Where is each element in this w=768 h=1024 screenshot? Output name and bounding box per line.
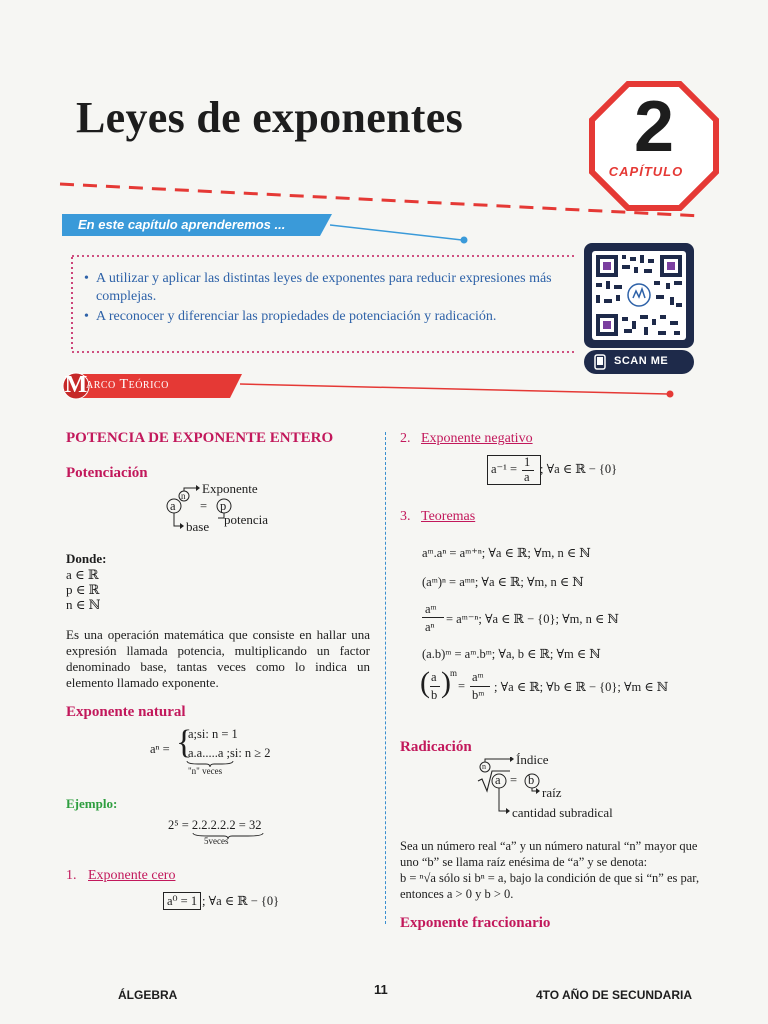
theorem-5-paren-close: ) [441, 666, 451, 699]
theorem-5-rhs-num: aᵐ [472, 670, 484, 684]
exponente-negativo-heading: Exponente negativo [421, 431, 533, 446]
ejemplo-label: Ejemplo: [66, 796, 118, 811]
theorem-5-num: a [431, 670, 437, 684]
theorem-1: aᵐ.aⁿ = aᵐ⁺ⁿ; ∀a ∈ ℝ; ∀m, n ∈ ℕ [422, 546, 591, 560]
theorem-5-den: b [431, 688, 438, 702]
item-number-1: 1. [66, 868, 77, 883]
teoremas-heading: Teoremas [421, 509, 476, 524]
ejemplo-veces: 5veces [204, 836, 229, 846]
radical-index-symbol: n [482, 762, 486, 771]
exponente-cero-heading: Exponente cero [88, 868, 176, 883]
natural-brace: { [176, 724, 193, 761]
radicacion-condition: b = ⁿ√a sólo si bⁿ = a, bajo la condición de que si “n” es par, entonces a > 0 y b > 0. [400, 871, 700, 901]
theorem-3-fraction-bar [422, 617, 444, 618]
theorem-5-eq: = [458, 679, 466, 693]
theorem-5-rhs-den: bᵐ [472, 688, 485, 702]
radical-cantidad-label: cantidad subradical [512, 805, 613, 820]
radical-indice-label: Índice [516, 752, 549, 767]
objective-item: • A utilizar y aplicar las distintas leyes de exponentes para reducir expresiones más complejas. [96, 270, 578, 306]
set-n: n ∈ ℕ [66, 597, 101, 612]
cero-formula-box: a⁰ = 1 [163, 892, 201, 910]
marco-connector [240, 370, 680, 400]
learn-banner-label: En este capítulo aprenderemos ... [78, 217, 286, 232]
theorem-3-numerator: aᵐ [425, 602, 437, 616]
theorem-5-paren-open: ( [420, 666, 430, 699]
radical-a-symbol: a [495, 773, 501, 787]
phone-icon [594, 354, 606, 370]
theorem-5-bar [430, 686, 440, 687]
natural-case-2: a.a.....a ;si: n ≥ 2 [188, 746, 271, 760]
theorem-5-exp: m [450, 668, 458, 678]
theorem-5-rhs-bar [470, 686, 490, 687]
objectives-box [68, 258, 578, 354]
natural-veces: "n" veces [188, 766, 223, 776]
exponente-natural-heading: Exponente natural [66, 704, 186, 720]
theorem-5-rest: ; ∀a ∈ ℝ; ∀b ∈ ℝ − {0}; ∀m ∈ ℕ [494, 680, 669, 694]
negativo-condition: ; ∀a ∈ ℝ − {0} [540, 462, 618, 476]
cero-condition: ; ∀a ∈ ℝ − {0} [202, 894, 280, 908]
donde-label: Donde: [66, 551, 107, 566]
item-number-3: 3. [400, 509, 411, 524]
natural-lhs: aⁿ = [150, 742, 170, 756]
item-number-2: 2. [400, 431, 411, 446]
diagram-base-label: base [186, 519, 210, 534]
marco-initial: M [64, 372, 88, 398]
diagram-potencia-label: potencia [224, 512, 269, 527]
negativo-lhs: a⁻¹ = [491, 462, 518, 476]
natural-case-1: a;si: n = 1 [188, 727, 238, 741]
negativo-numerator: 1 [524, 455, 531, 469]
radical-b-symbol: b [528, 773, 535, 787]
diagram-base-symbol: a [170, 499, 176, 513]
banner-connector [330, 220, 470, 246]
radical-equals: = [510, 773, 518, 787]
marco-teorico-label: arco Teórico [86, 377, 169, 392]
chapter-number: 2 [633, 87, 675, 167]
theorem-4: (a.b)ᵐ = aᵐ.bᵐ; ∀a, b ∈ ℝ; ∀m ∈ ℕ [422, 647, 601, 661]
diagram-equals: = [200, 499, 208, 513]
diagram-exponente-label: Exponente [202, 481, 258, 496]
objective-item: • A reconocer y diferenciar las propiedades de potenciación y radicación. [96, 308, 578, 326]
diagram-exponent-symbol: n [181, 491, 186, 501]
ejemplo-expression: 2⁵ = 2.2.2.2.2 = 32 [168, 818, 262, 832]
theorem-3-denominator: aⁿ [425, 620, 435, 634]
theorem-3-rest: = aᵐ⁻ⁿ; ∀a ∈ ℝ − {0}; ∀m, n ∈ ℕ [446, 612, 619, 626]
footer-grade: 4TO AÑO DE SECUNDARIA [536, 988, 693, 1002]
radicacion-heading: Radicación [400, 739, 472, 755]
page-number: 11 [374, 982, 388, 997]
exponente-fraccionario-heading: Exponente fraccionario [400, 915, 551, 931]
theorem-2: (aᵐ)ⁿ = aᵐⁿ; ∀a ∈ ℝ; ∀m, n ∈ ℕ [422, 575, 584, 589]
set-p: p ∈ ℝ [66, 582, 100, 597]
potenciacion-heading: Potenciación [66, 465, 148, 481]
scan-me-label: SCAN ME [614, 355, 669, 367]
footer-subject: ÁLGEBRA [118, 988, 178, 1002]
page-title: Leyes de exponentes [76, 93, 464, 142]
section-title: POTENCIA DE EXPONENTE ENTERO [66, 430, 334, 446]
negativo-denominator: a [524, 470, 530, 484]
potencia-definition: Es una operación matemática que consiste en hallar una expresión llamada potencia, multiplicando un factor denominado base, tantas veces como lo indica un elemento llamado exponente. [66, 627, 370, 690]
radicacion-definition: Sea un número real “a” y un número natural “n” mayor que uno “b” se llama raíz enésima de “a” y se denota: [400, 839, 698, 869]
diagram-power-symbol: p [220, 499, 227, 513]
radical-raiz-label: raíz [542, 785, 562, 800]
column-divider [385, 432, 386, 924]
chapter-label: CAPÍTULO [608, 164, 684, 179]
qr-code [592, 251, 686, 340]
set-a: a ∈ ℝ [66, 567, 99, 582]
